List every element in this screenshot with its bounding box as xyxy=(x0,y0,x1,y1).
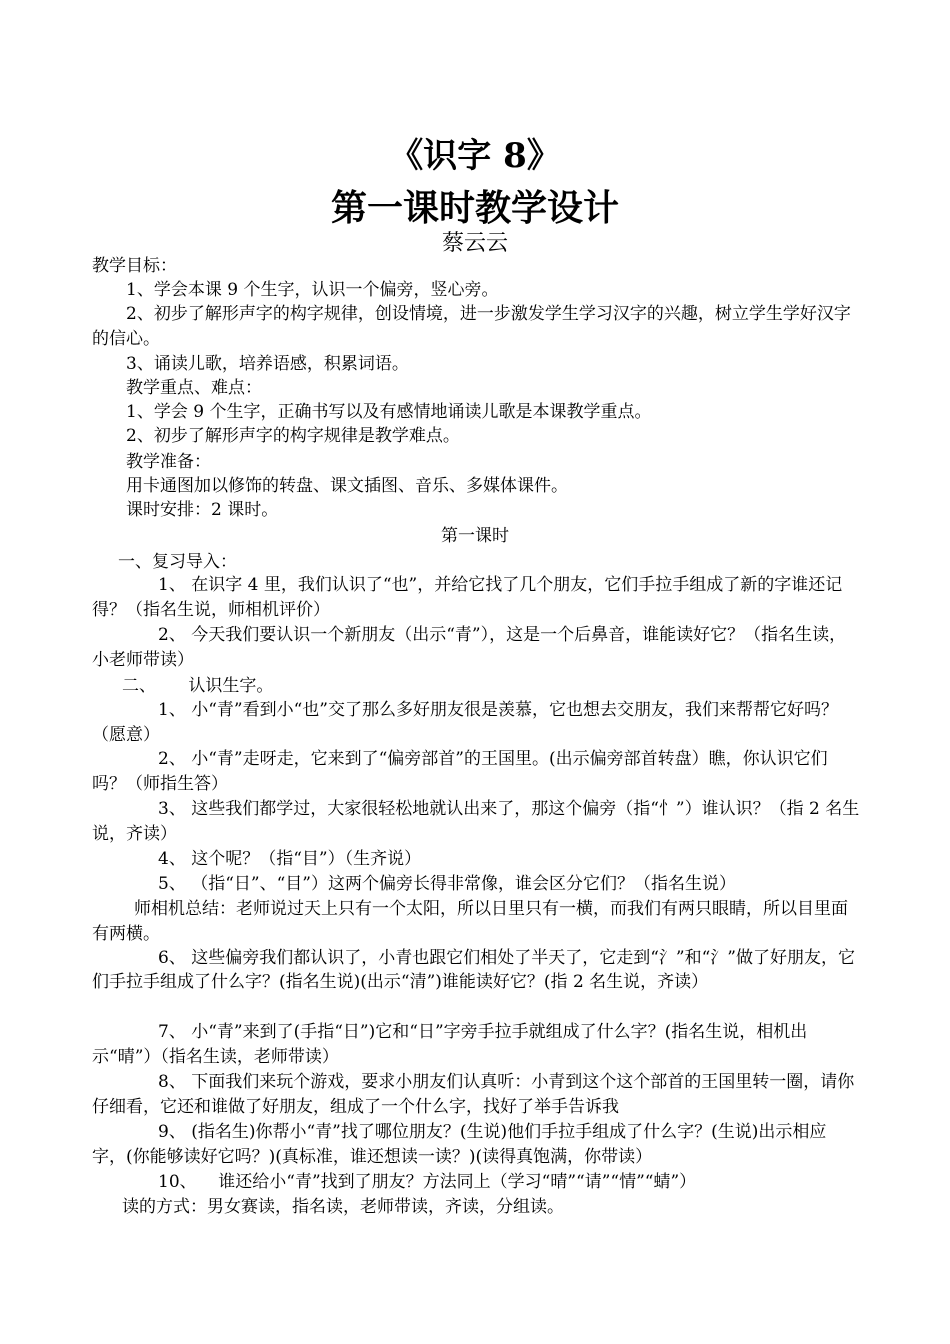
section-1-item-2 xyxy=(92,623,860,673)
section-2-item-1 xyxy=(92,698,860,748)
goal-2 xyxy=(92,302,860,352)
goal-1: 1、学会本课 9 个生字，认识一个偏旁，竖心旁。 xyxy=(126,280,499,300)
section-2-item-1-text: 1、 小“青”看到小“也”交了那么多好朋友很是羡慕，它也想去交朋友，我们来帮帮它好吗？（愿意） xyxy=(92,700,838,745)
section-2-item-8 xyxy=(92,1070,860,1120)
section-2-item-4: 4、 这个呢？（指“目”）（生齐说） xyxy=(158,849,422,869)
section-2-item-7 xyxy=(92,1020,860,1070)
section-2-item-5: 5、 （指“日”、“目”）这两个偏旁长得非常像，谁会区分它们？（指名生说） xyxy=(158,874,736,894)
goal-3: 3、诵读儿歌，培养语感，积累词语。 xyxy=(126,354,409,374)
section-2-item-8-text: 8、 下面我们来玩个游戏，要求小朋友们认真听：小青到这个这个部首的王国里转一圈，请你仔细看，它还和谁做了好朋友，组成了一个什么字，找好了举手告诉我 xyxy=(92,1072,855,1117)
lesson-heading: 第一课时 xyxy=(441,526,509,546)
teacher-summary xyxy=(92,897,860,947)
section-2-item-9 xyxy=(92,1120,860,1170)
prep-text: 用卡通图加以修饰的转盘、课文插图、音乐、多媒体课件。 xyxy=(126,476,568,496)
section-1-item-2-text: 2、 今天我们要认识一个新朋友（出示“青”），这是一个后鼻音，谁能读好它？（指名生读，小老师带读） xyxy=(92,625,847,670)
section-2-item-7-text: 7、 小“青”来到了(手指“日”)它和“日”字旁手拉手就组成了什么字？(指名生说，相机出示“晴”）（指名生读，老师带读） xyxy=(92,1022,808,1067)
schedule: 课时安排：2 课时。 xyxy=(126,500,279,520)
section-2-item-6 xyxy=(92,946,860,994)
key-point-1: 1、学会 9 个生字，正确书写以及有感情地诵读儿歌是本课教学重点。 xyxy=(126,402,652,422)
key-heading: 教学重点、难点： xyxy=(126,378,262,398)
section-2-item-3 xyxy=(92,797,860,847)
prep-heading: 教学准备： xyxy=(126,452,211,472)
key-point-2: 2、初步了解形声字的构字规律是教学难点。 xyxy=(126,426,460,446)
reading-methods: 读的方式：男女赛读，指名读，老师带读，齐读，分组读。 xyxy=(122,1197,564,1217)
section-2-item-2-text: 2、 小“青”走呀走，它来到了“偏旁部首”的王国里。(出示偏旁部首转盘）瞧，你认识它们吗？（师指生答） xyxy=(92,749,828,794)
document-title: 《识字 8》 xyxy=(389,136,561,176)
section-1-item-1-text: 1、 在识字 4 里，我们认识了“也”，并给它找了几个朋友，它们手拉手组成了新的字谁还记得？（指名生说，师相机评价） xyxy=(92,575,843,620)
section-2-item-10: 10、 谁还给小“青”找到了朋友？方法同上（学习“晴”“请”“情”“蜻”） xyxy=(158,1172,697,1192)
section-2-item-9-text: 9、 (指名生)你帮小“青”找了哪位朋友？(生说)他们手拉手组成了什么字？(生说)出示相应字，(你能够读好它吗？)(真标准，谁还想读一读？)(读得真饱满，你带读） xyxy=(92,1122,827,1167)
section-2-item-3-text: 3、 这些我们都学过，大家很轻松地就认出来了，那这个偏旁（指“忄”）谁认识？（指 2 名生说，齐读） xyxy=(92,799,860,844)
goal-2-text: 2、初步了解形声字的构字规律，创设情境，进一步激发学生学习汉字的兴趣，树立学生学好汉字的信心。 xyxy=(92,304,851,349)
section-1-heading: 一、复习导入： xyxy=(118,552,237,572)
author-name: 蔡云云 xyxy=(441,231,508,256)
section-1-item-1 xyxy=(92,573,860,623)
teacher-summary-text: 师相机总结：老师说过天上只有一个太阳，所以日里只有一横，而我们有两只眼睛，所以目里面有两横。 xyxy=(92,899,848,944)
document-subtitle: 第一课时教学设计 xyxy=(330,187,619,229)
section-2-item-6-text: 6、 这些偏旁我们都认识了，小青也跟它们相处了半天了，它走到“氵”和“氵”做了好朋友，它们手拉手组成了什么字？(指名生说)(出示“清”)谁能读好它？(指 2 名生说，齐读） xyxy=(92,948,855,992)
section-2-heading: 二、 认识生字。 xyxy=(122,676,274,696)
section-2-item-2 xyxy=(92,747,860,797)
goals-heading: 教学目标： xyxy=(92,256,177,276)
